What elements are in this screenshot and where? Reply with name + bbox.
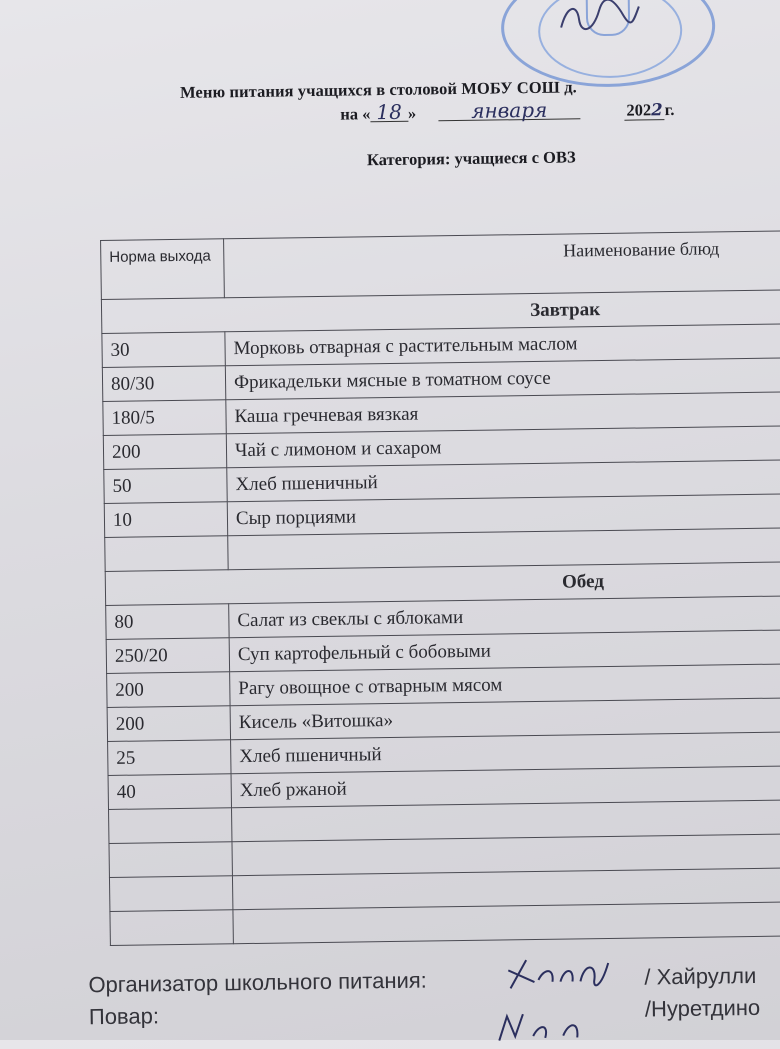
norm-cell-empty [110, 910, 233, 946]
category-label: Категория: учащиеся с ОВЗ [366, 147, 576, 170]
organizer-signature-line [88, 962, 757, 999]
date-day: 18 [370, 103, 408, 123]
norm-cell: 40 [108, 774, 231, 810]
column-header-norm: Норма выхода [101, 239, 225, 300]
dish-cell-empty [233, 902, 780, 944]
dish-cell: Чай с лимоном и сахаром [226, 426, 780, 468]
dish-cell: Рагу овощное с отварным мясом [230, 664, 780, 706]
date-suffix: г. [664, 99, 675, 120]
dish-cell: Хлеб ржаной [231, 766, 780, 808]
cook-handwritten-signature [493, 1005, 613, 1043]
menu-table [100, 230, 780, 946]
dish-cell: Каша гречневая вязкая [226, 392, 780, 434]
date-month: января [438, 100, 580, 121]
dish-cell: Хлеб пшеничный [227, 460, 780, 502]
norm-cell: 200 [107, 672, 230, 708]
norm-cell: 10 [104, 502, 227, 538]
norm-cell-empty [109, 842, 232, 878]
norm-cell: 180/5 [103, 400, 226, 436]
date-mid: » [407, 103, 417, 123]
cook-signature-line [88, 994, 761, 1030]
dish-cell: Фрикадельки мясные в томатном соусе [225, 358, 780, 400]
table-header-row [101, 231, 780, 300]
norm-cell: 25 [108, 740, 231, 776]
section-title: Обед [105, 562, 780, 606]
stamp-signature [553, 0, 644, 38]
document-title: Меню питания учащихся в столовой МОБУ СОШ д. [179, 77, 577, 102]
column-header-dish: Наименование блюд [224, 231, 780, 298]
norm-cell: 80 [106, 604, 229, 640]
norm-cell: 200 [107, 706, 230, 742]
date-line [340, 99, 674, 125]
date-year [624, 100, 665, 121]
norm-cell-empty [109, 808, 232, 844]
norm-cell-empty [105, 536, 228, 572]
organizer-name: / Хайрулли [644, 962, 757, 990]
dish-cell: Кисель «Витошка» [230, 698, 780, 740]
date-year-printed: 202 [626, 100, 652, 120]
organizer-handwritten-signature [504, 953, 615, 999]
section-title: Завтрак [101, 290, 780, 334]
date-prefix: на « [340, 104, 371, 124]
cook-name: /Нуретдино [644, 994, 761, 1022]
norm-cell: 80/30 [102, 366, 225, 402]
dish-cell: Хлеб пшеничный [231, 732, 780, 774]
norm-cell: 200 [103, 434, 226, 470]
organizer-label: Организатор школьного питания: [88, 967, 427, 998]
dish-cell: Морковь отварная с растительным маслом [225, 324, 780, 366]
norm-cell-empty [109, 876, 232, 912]
norm-cell: 250/20 [106, 638, 229, 674]
dish-cell: Сыр порциями [227, 494, 780, 536]
dish-cell: Салат из свеклы с яблоками [229, 596, 780, 638]
cook-label: Повар: [88, 1003, 160, 1030]
dish-cell: Суп картофельный с бобовыми [229, 630, 780, 672]
norm-cell: 50 [104, 468, 227, 504]
norm-cell: 30 [102, 332, 225, 368]
date-year-handwritten: 2 [651, 100, 663, 120]
